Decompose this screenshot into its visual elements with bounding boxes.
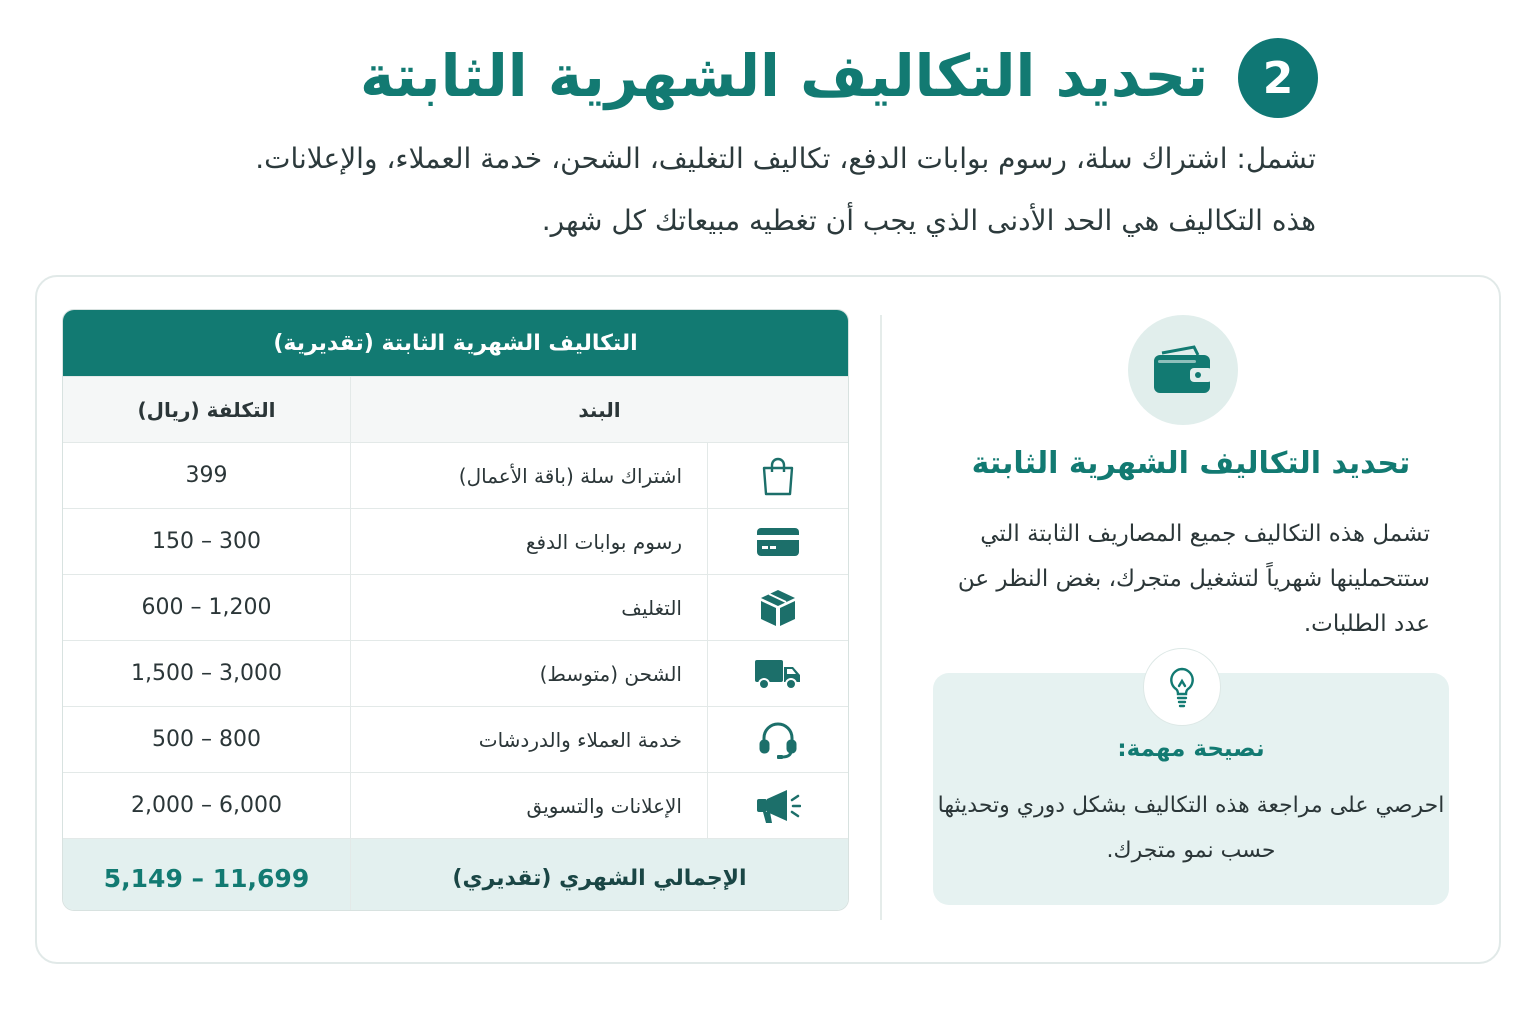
table-header-row bbox=[63, 376, 848, 442]
wallet-icon bbox=[1128, 315, 1238, 425]
page-title: تحديد التكاليف الشهرية الثابتة bbox=[359, 42, 1208, 110]
table-row bbox=[63, 574, 848, 640]
lightbulb-icon bbox=[1143, 648, 1221, 726]
panel-title: تحديد التكاليف الشهرية الثابتة bbox=[971, 446, 1411, 481]
row-cost: 399 bbox=[63, 443, 351, 508]
table-total-row bbox=[63, 838, 848, 911]
fixed-costs-table bbox=[62, 309, 849, 911]
row-label: الشحن (متوسط) bbox=[351, 641, 708, 706]
total-cost: 5,149 – 11,699 bbox=[63, 839, 351, 911]
table-row bbox=[63, 772, 848, 838]
row-cost: 1,500 – 3,000 bbox=[63, 641, 351, 706]
row-label: الإعلانات والتسويق bbox=[351, 773, 708, 838]
megaphone-icon bbox=[708, 773, 848, 838]
table-row bbox=[63, 442, 848, 508]
table-row bbox=[63, 640, 848, 706]
row-label: اشتراك سلة (باقة الأعمال) bbox=[351, 443, 708, 508]
credit-card-icon bbox=[708, 509, 848, 574]
table-row bbox=[63, 508, 848, 574]
row-cost: 600 – 1,200 bbox=[63, 575, 351, 640]
panel-description: تشمل هذه التكاليف جميع المصاريف الثابتة التي ستتحملينها شهرياً لتشغيل متجرك، بغض النظر عن عدد الطلبات. bbox=[957, 521, 1430, 637]
headset-icon bbox=[708, 707, 848, 772]
total-label: الإجمالي الشهري (تقديري) bbox=[452, 866, 747, 891]
step-number-badge: 2 bbox=[1238, 38, 1318, 118]
row-cost: 150 – 300 bbox=[63, 509, 351, 574]
vertical-divider bbox=[880, 315, 882, 920]
column-header-item: البند bbox=[578, 397, 621, 422]
row-label: رسوم بوابات الدفع bbox=[351, 509, 708, 574]
intro-line-1: تشمل: اشتراك سلة، رسوم بوابات الدفع، تكاليف التغليف، الشحن، خدمة العملاء، والإعلانات. bbox=[255, 142, 1316, 175]
column-header-cost: التكلفة (ريال) bbox=[63, 377, 351, 442]
delivery-truck-icon bbox=[708, 641, 848, 706]
package-box-icon bbox=[708, 575, 848, 640]
row-cost: 2,000 – 6,000 bbox=[63, 773, 351, 838]
shopping-bag-icon bbox=[708, 443, 848, 508]
row-label: خدمة العملاء والدردشات bbox=[351, 707, 708, 772]
table-row bbox=[63, 706, 848, 772]
tip-text: احرصي على مراجعة هذه التكاليف بشكل دوري وتحديثها حسب نمو متجرك. bbox=[937, 793, 1445, 863]
row-cost: 500 – 800 bbox=[63, 707, 351, 772]
table-title: التكاليف الشهرية الثابتة (تقديرية) bbox=[63, 310, 848, 376]
tip-title: نصيحة مهمة: bbox=[1117, 736, 1265, 762]
row-label: التغليف bbox=[351, 575, 708, 640]
intro-line-2: هذه التكاليف هي الحد الأدنى الذي يجب أن تغطيه مبيعاتك كل شهر. bbox=[541, 204, 1316, 237]
